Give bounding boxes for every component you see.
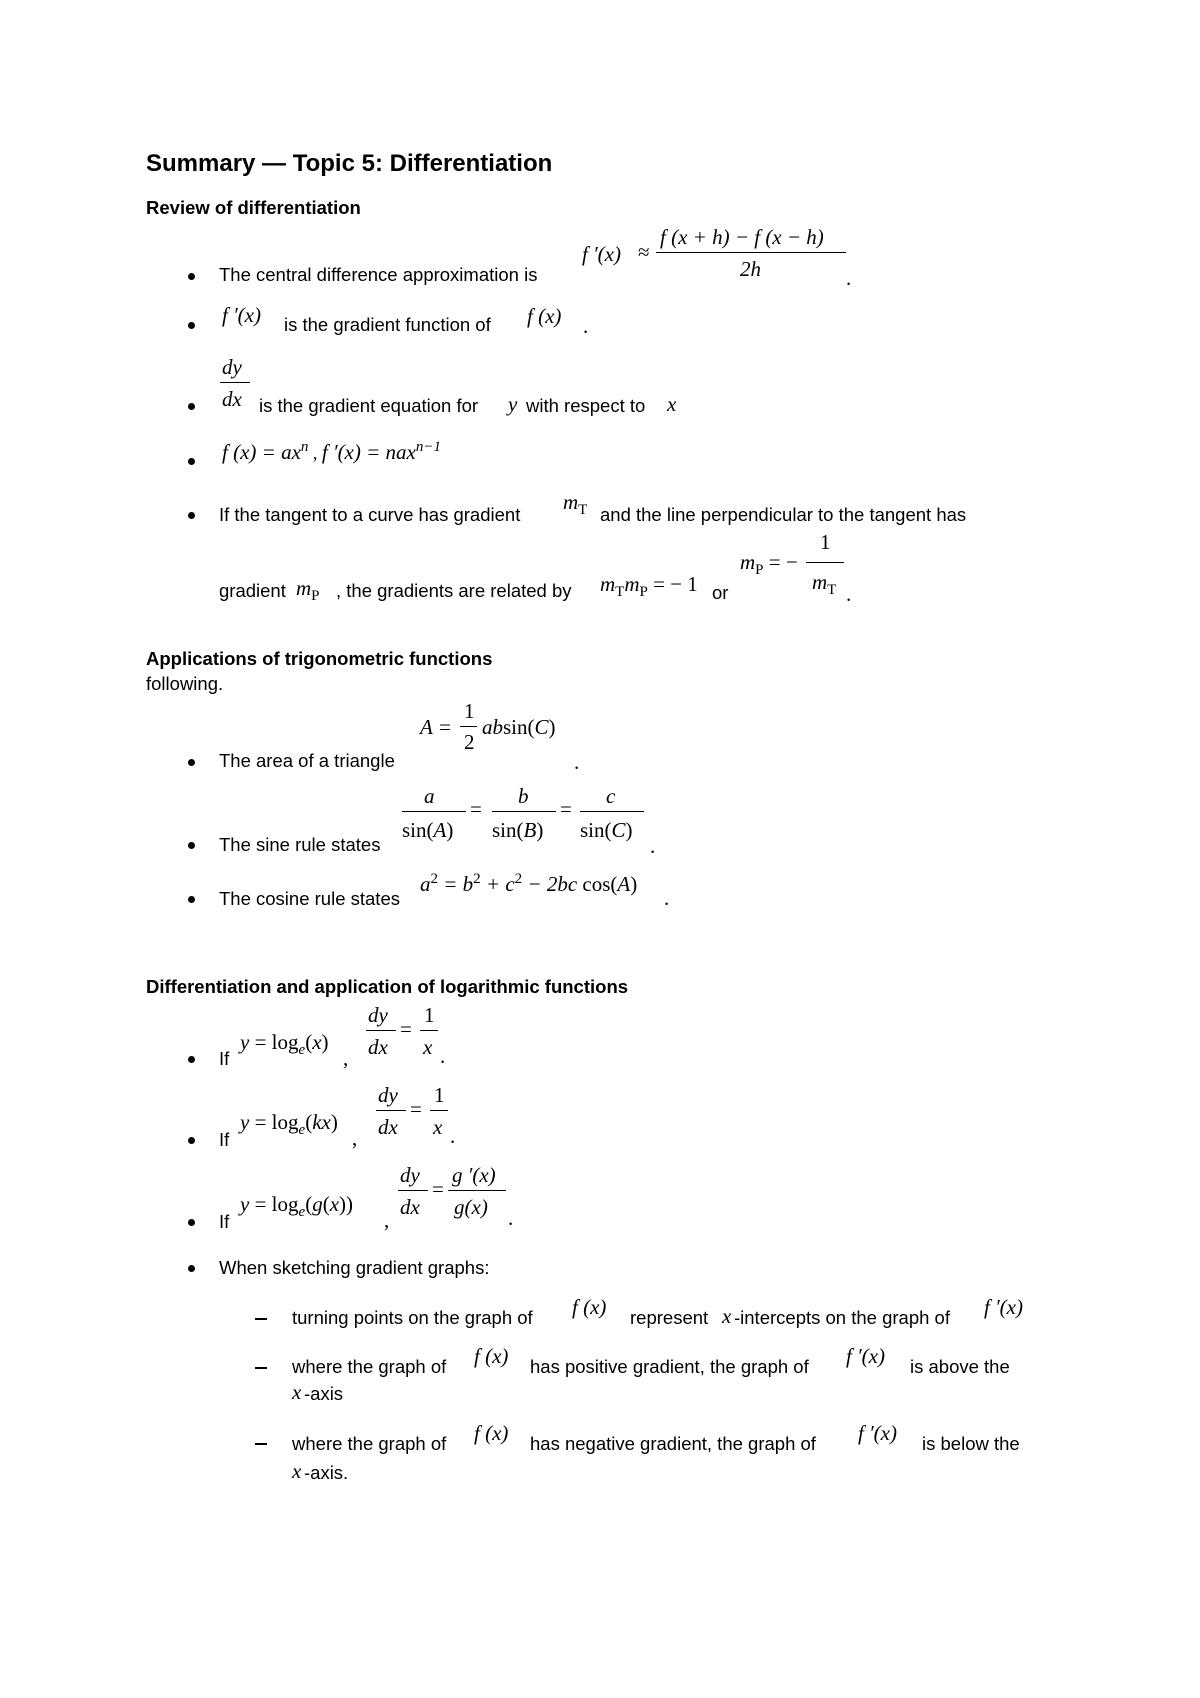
or-word: or <box>712 582 729 603</box>
math-y-log-x: $y = \log_e(x)$ <box>240 1030 329 1059</box>
math-mP-lhs: $m_P$ = − <box>740 550 798 579</box>
dash-icon <box>255 1367 267 1369</box>
fraction-bar <box>376 1110 406 1111</box>
math-power-rule: f $(x) = ax^n$ , f ′(x) = nax$^{n-1}$ <box>222 439 441 464</box>
bullet-icon <box>188 1137 195 1144</box>
if-label: If <box>219 1048 230 1069</box>
math-one: 1 <box>464 699 475 723</box>
math-sinB: sin(B) <box>492 818 544 842</box>
section-heading-trig: Applications of trigonometric functions <box>146 648 493 669</box>
fraction-bar <box>402 811 466 812</box>
period: . <box>583 314 589 338</box>
math-sinA: sin(A) <box>402 818 454 842</box>
page-title: Summary — Topic 5: Differentiation <box>146 150 553 177</box>
turning-points-text-a: turning points on the graph of <box>292 1307 533 1328</box>
gradient-word: gradient <box>219 580 286 601</box>
math-y: y <box>508 392 518 416</box>
fraction-bar <box>448 1190 506 1191</box>
bullet-icon <box>188 896 195 903</box>
negative-gradient-text-a: where the graph of <box>292 1433 447 1454</box>
math-a: a <box>424 784 435 808</box>
math-two: 2 <box>464 730 475 754</box>
math-one: 1 <box>424 1003 435 1027</box>
math-equals: = <box>400 1017 412 1041</box>
math-equals: = <box>432 1177 444 1201</box>
math-cosine-rule: $a^2 = b^2 + c^2 - 2bc$ cos(A) <box>420 871 638 896</box>
turning-points-text-b: represent <box>630 1307 709 1328</box>
comma: , <box>352 1126 358 1150</box>
sine-rule-text: The sine rule states <box>219 834 381 855</box>
positive-gradient-text-d: -axis <box>304 1383 344 1404</box>
bullet-icon <box>188 842 195 849</box>
math-y-log-kx: $y = \log_e(kx)$ <box>240 1110 338 1139</box>
bullet-icon <box>188 273 195 280</box>
bullet-icon <box>188 1219 195 1226</box>
math-numerator: f (x + h) − f (x − h) <box>660 225 824 249</box>
math-mT: $m_T$ <box>563 490 588 519</box>
fraction-bar <box>430 1110 448 1111</box>
if-label: If <box>219 1129 230 1150</box>
math-equals: = <box>560 797 572 821</box>
math-x: x <box>423 1035 433 1059</box>
area-text: The area of a triangle <box>219 750 395 771</box>
bullet-icon <box>188 322 195 329</box>
math-area-lhs: A = <box>420 715 452 739</box>
fraction-bar <box>492 811 556 812</box>
cosine-rule-text: The cosine rule states <box>219 888 400 909</box>
math-sinC: sin(C) <box>580 818 633 842</box>
math-f-x: f (x) <box>527 304 562 328</box>
math-dy: dy <box>222 355 242 379</box>
dash-icon <box>255 1443 267 1445</box>
gradient-equation-text-a: is the gradient equation for <box>259 395 479 416</box>
math-b: b <box>518 784 529 808</box>
gradient-function-text: is the gradient function of <box>284 314 491 335</box>
fraction-bar <box>220 382 250 383</box>
math-mP: $m_P$ <box>296 576 320 605</box>
negative-gradient-text-b: has negative gradient, the graph of <box>530 1433 816 1454</box>
perpendicular-text: and the line perpendicular to the tangent has <box>600 504 967 525</box>
positive-gradient-text-c: is above the <box>910 1356 1010 1377</box>
fraction-bar <box>656 252 846 253</box>
math-dy: dy <box>378 1083 398 1107</box>
turning-points-text-c: -intercepts on the graph of <box>734 1307 950 1328</box>
math-dy: dy <box>400 1163 420 1187</box>
fraction-bar <box>366 1030 396 1031</box>
period: . <box>846 582 852 606</box>
math-g-x: g(x) <box>454 1195 488 1219</box>
math-dy: dy <box>368 1003 388 1027</box>
section-heading-logs: Differentiation and application of logarithmic functions <box>146 976 629 997</box>
period: . <box>440 1044 446 1068</box>
math-x: x <box>292 1459 302 1483</box>
bullet-icon <box>188 512 195 519</box>
math-one: 1 <box>820 530 831 554</box>
if-label: If <box>219 1211 230 1232</box>
math-dx: dx <box>368 1035 388 1059</box>
math-f-x: f (x) <box>474 1344 509 1368</box>
math-absinC: absin(C) <box>482 715 556 739</box>
math-one: 1 <box>434 1083 445 1107</box>
math-fprime-x: f ′(x) <box>858 1421 897 1445</box>
fraction-bar <box>580 811 644 812</box>
bullet-icon <box>188 403 195 410</box>
following-text: following. <box>146 673 224 694</box>
period: . <box>574 750 580 774</box>
bullet-icon <box>188 759 195 766</box>
math-approx: ≈ <box>638 240 650 264</box>
math-gprime-x: g ′(x) <box>452 1163 496 1187</box>
math-equals: = <box>410 1097 422 1121</box>
bullet-icon <box>188 1265 195 1272</box>
period: . <box>508 1206 514 1230</box>
math-x: x <box>667 392 677 416</box>
negative-gradient-text-c: is below the <box>922 1433 1020 1454</box>
math-dx: dx <box>400 1195 420 1219</box>
bullet-icon <box>188 1056 195 1063</box>
math-denominator: 2h <box>740 257 761 281</box>
related-by-text: , the gradients are related by <box>336 580 572 601</box>
math-x: x <box>292 1380 302 1404</box>
math-x: x <box>722 1304 732 1328</box>
comma: , <box>343 1046 349 1070</box>
fraction-bar <box>806 562 844 563</box>
math-fprime-x: f ′(x) <box>582 242 621 266</box>
math-fprime-x: f ′(x) <box>984 1295 1023 1319</box>
math-f-x: f (x) <box>474 1421 509 1445</box>
math-y-log-gx: $y = \log_e(g(x))$ <box>240 1192 354 1221</box>
gradient-equation-text-b: with respect to <box>526 395 646 416</box>
fraction-bar <box>420 1030 438 1031</box>
tangent-text: If the tangent to a curve has gradient <box>219 504 521 525</box>
bullet-icon <box>188 458 195 465</box>
math-f-x: f (x) <box>572 1295 607 1319</box>
dash-icon <box>255 1318 267 1320</box>
math-mTmP: $m_Tm_P$ = − 1 <box>600 572 698 601</box>
period: . <box>846 266 852 290</box>
section-heading-review: Review of differentiation <box>146 197 361 218</box>
math-x: x <box>433 1115 443 1139</box>
math-mT-denominator: $m_T$ <box>812 570 837 599</box>
math-equals: = <box>470 797 482 821</box>
positive-gradient-text-b: has positive gradient, the graph of <box>530 1356 809 1377</box>
math-dx: dx <box>222 387 242 411</box>
negative-gradient-text-d: -axis. <box>304 1462 349 1483</box>
math-dx: dx <box>378 1115 398 1139</box>
period: . <box>664 886 670 910</box>
math-c: c <box>606 784 616 808</box>
period: . <box>450 1124 456 1148</box>
math-fprime-x: f ′(x) <box>222 303 261 327</box>
math-fprime-x: f ′(x) <box>846 1344 885 1368</box>
sketching-text: When sketching gradient graphs: <box>219 1257 490 1278</box>
fraction-bar <box>460 726 477 727</box>
fraction-bar <box>398 1190 428 1191</box>
comma: , <box>384 1208 390 1232</box>
positive-gradient-text-a: where the graph of <box>292 1356 447 1377</box>
central-difference-text: The central difference approximation is <box>219 264 538 285</box>
period: . <box>650 834 656 858</box>
